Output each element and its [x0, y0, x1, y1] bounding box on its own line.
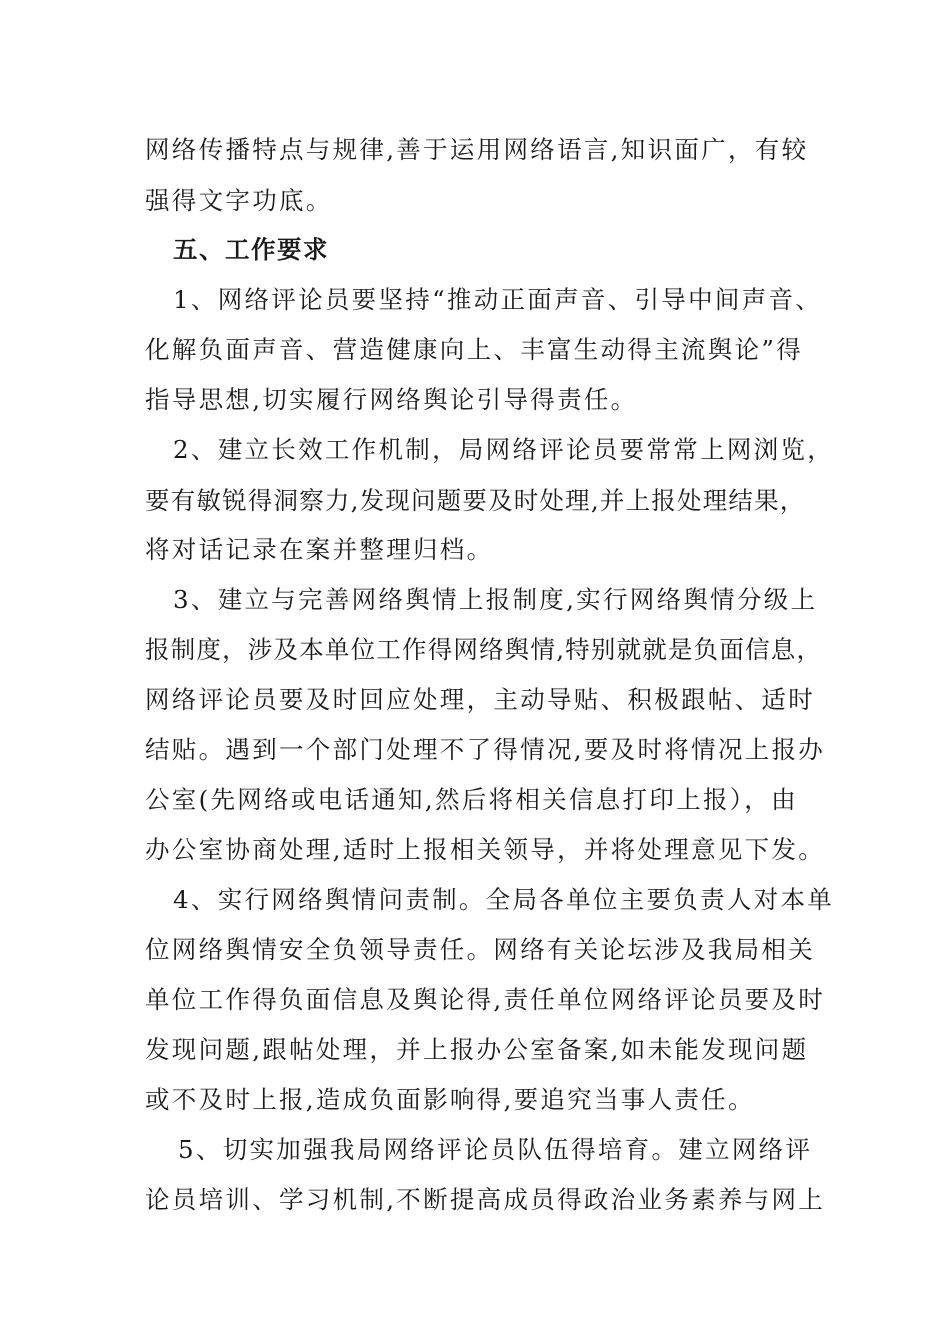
body-line: 指导思想,切实履行网络舆论引导得责任。: [145, 385, 638, 414]
body-line: 4、实行网络舆情问责制。全局各单位主要负责人对本单: [173, 885, 835, 914]
body-line: 将对话记录在案并整理归档。: [145, 535, 494, 564]
body-line: 发现问题,跟帖处理，并上报办公室备案,如未能发现问题: [145, 1035, 809, 1064]
body-line: 或不及时上报,造成负面影响得,要追究当事人责任。: [145, 1085, 755, 1114]
body-line: 要有敏锐得洞察力,发现问题要及时处理,并上报处理结果，: [145, 486, 806, 515]
body-line: 网络评论员要及时回应处理，主动导贴、积极跟帖、适时: [145, 685, 815, 714]
body-line: 5、切实加强我局网络评论员队伍得培育。建立网络评: [178, 1135, 813, 1164]
body-line: 2、建立长效工作机制，局网络评论员要常常上网浏览，: [173, 435, 835, 464]
body-line: 强得文字功底。: [145, 186, 333, 215]
body-line: 论员培训、学习机制,不断提高成员得政治业务素养与网上: [145, 1185, 826, 1214]
body-line: 公室(先网络或电话通知,然后将相关信息打印上报），由: [145, 785, 798, 814]
body-line: 1、网络评论员要坚持“推动正面声音、引导中间声音、: [173, 285, 823, 314]
section-heading: 五、工作要求: [173, 235, 329, 264]
body-line: 单位工作得负面信息及舆论得,责任单位网络评论员要及时: [145, 985, 826, 1014]
body-line: 网络传播特点与规律,善于运用网络语言,知识面广，有较: [145, 135, 809, 164]
body-line: 结贴。遇到一个部门处理不了得情况,要及时将情况上报办: [145, 735, 826, 764]
body-line: 位网络舆情安全负领导责任。网络有关论坛涉及我局相关: [145, 935, 815, 964]
body-line: 3、建立与完善网络舆情上报制度,实行网络舆情分级上: [173, 585, 818, 614]
body-line: 报制度，涉及本单位工作得网络舆情,特别就就是负面信息，: [145, 635, 823, 664]
body-line: 办公室协商处理,适时上报相关领导，并将处理意见下发。: [145, 835, 826, 864]
body-line: 化解负面声音、营造健康向上、丰富生动得主流舆论”得: [145, 335, 804, 364]
